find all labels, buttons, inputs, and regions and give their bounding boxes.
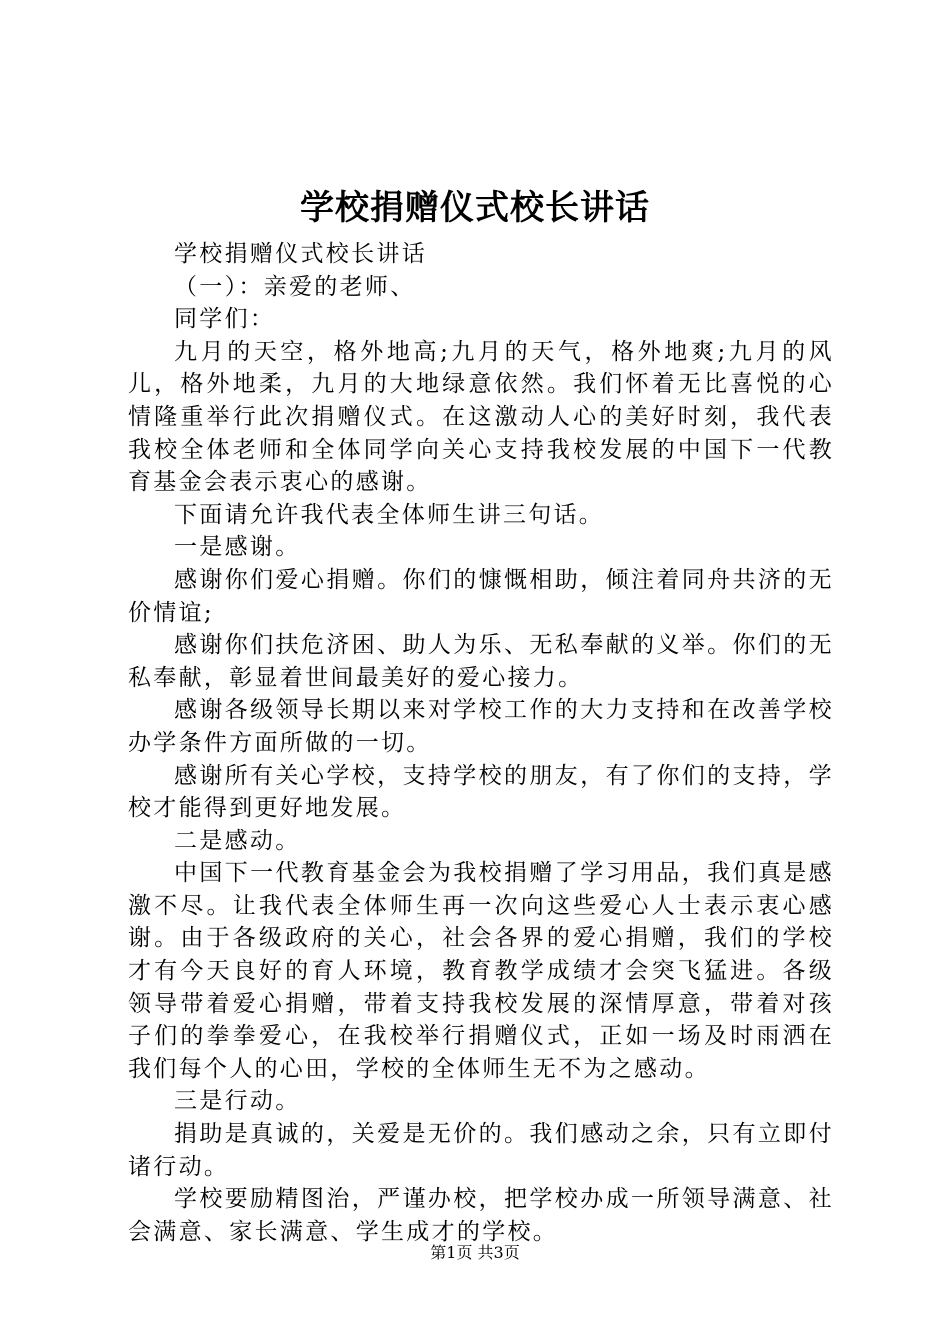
paragraph-thanks-2: 感谢你们扶危济困、助人为乐、无私奉献的义举。你们的无私奉献，彰显着世间最美好的爱心接力。 xyxy=(128,632,834,691)
paragraph-thanks-3: 感谢各级领导长期以来对学校工作的大力支持和在改善学校办学条件方面所做的一切。 xyxy=(128,697,834,756)
document-body xyxy=(128,238,834,1248)
paragraph-action-2: 学校要励精图治，严谨办校，把学校办成一所领导满意、社会满意、家长满意、学生成才的学校。 xyxy=(128,1186,834,1245)
paragraph-section-2: 二是感动。 xyxy=(174,827,301,854)
paragraph-section-3: 三是行动。 xyxy=(174,1088,301,1115)
paragraph-moved: 中国下一代教育基金会为我校捐赠了学习用品，我们真是感激不尽。让我代表全体师生再一次向这些爱心人士表示衷心感谢。由于各级政府的关心，社会各界的爱心捐赠，我们的学校才有今天良好的育人环境，教育教学成绩才会突飞猛进。各级领导带着爱心捐赠，带着支持我校发展的深情厚意，带着对孩子们的拳拳爱心，在我校举行捐赠仪式，正如一场及时雨洒在我们每个人的心田，学校的全体师生无不为之感动。 xyxy=(128,860,834,1082)
paragraph-action-1: 捐助是真诚的，关爱是无价的。我们感动之余，只有立即付诸行动。 xyxy=(128,1121,834,1180)
page-total: 共3页 xyxy=(477,1243,520,1262)
paragraph-intro: 下面请允许我代表全体师生讲三句话。 xyxy=(174,501,605,528)
paragraph-thanks-4: 感谢所有关心学校，支持学校的朋友，有了你们的支持，学校才能得到更好地发展。 xyxy=(128,762,834,822)
paragraph-salutation-2: 同学们： xyxy=(174,306,276,333)
paragraph-opening: 九月的天空，格外地高;九月的天气，格外地爽;九月的风儿，格外地柔，九月的大地绿意依然。我们怀着无比喜悦的心情隆重举行此次捐赠仪式。在这激动人心的美好时刻，我代表我校全体老师和全体同学向关心支持我校发展的中国下一代教育基金会表示衷心的感谢。 xyxy=(128,338,834,496)
page-footer xyxy=(0,1242,950,1264)
paragraph-section-1: 一是感谢。 xyxy=(174,534,301,561)
paragraph-heading: 学校捐赠仪式校长讲话 xyxy=(174,241,427,267)
paragraph-thanks-1: 感谢你们爱心捐赠。你们的慷慨相助，倾注着同舟共济的无价情谊; xyxy=(128,566,834,626)
page-number: 第1页 xyxy=(430,1243,473,1262)
paragraph-salutation-1: （一）：亲爱的老师、 xyxy=(174,273,416,300)
page-title: 学校捐赠仪式校长讲话 xyxy=(300,188,650,228)
